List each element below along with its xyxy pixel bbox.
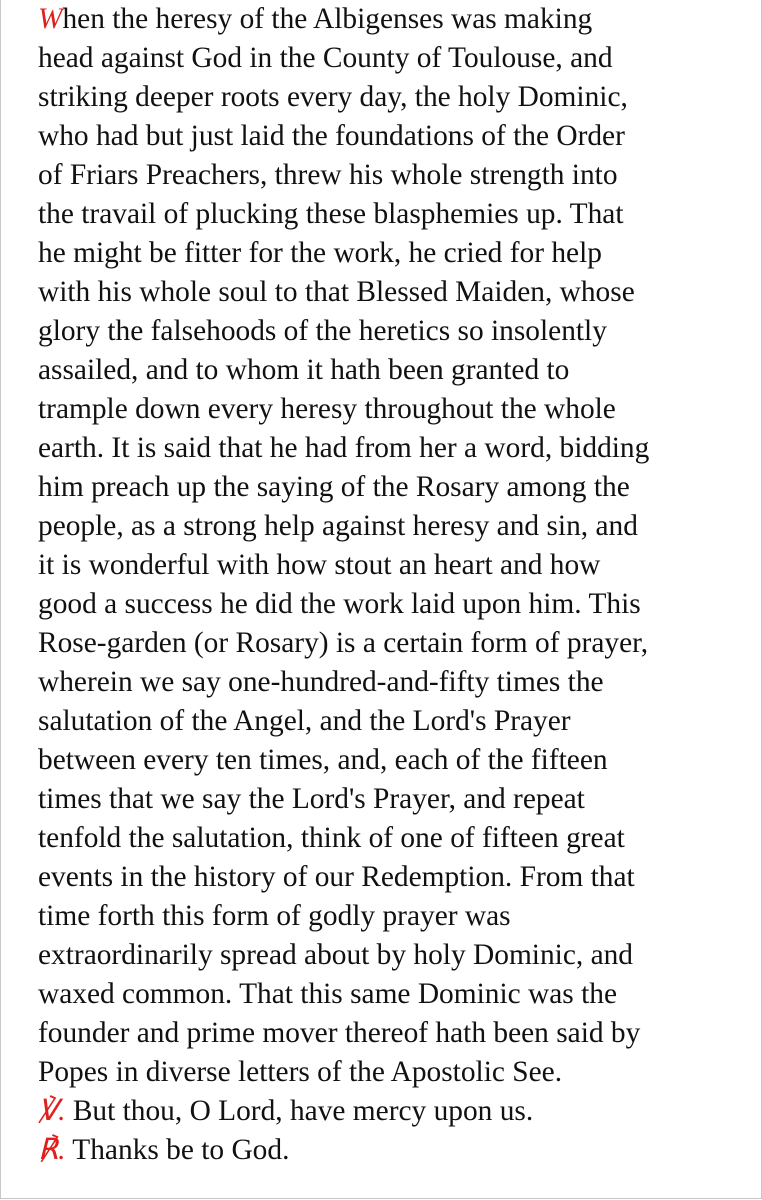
lesson-line-text: hen the heresy of the Albigenses was making bbox=[62, 3, 593, 35]
lesson-line: people, as a strong help against heresy and sin, and bbox=[38, 510, 638, 542]
lesson-line: times that we say the Lord's Prayer, and repeat bbox=[38, 783, 585, 815]
versicle-symbol: ℣. bbox=[38, 1095, 66, 1127]
lesson-line: waxed common. That this same Dominic was the bbox=[38, 978, 617, 1010]
drop-initial: W bbox=[38, 3, 63, 35]
lesson-line: trample down every heresy throughout the whole bbox=[38, 393, 616, 425]
lesson-line: events in the history of our Redemption. From that bbox=[38, 861, 635, 893]
lesson-line: time forth this form of godly prayer was bbox=[38, 900, 511, 932]
lesson-line: it is wonderful with how stout an heart and how bbox=[38, 549, 601, 581]
lesson-line: earth. It is said that he had from her a word, bidding bbox=[38, 432, 650, 464]
lesson-line: extraordinarily spread about by holy Dominic, and bbox=[38, 939, 634, 971]
lesson-line: him preach up the saying of the Rosary among the bbox=[38, 471, 630, 503]
lesson-line: good a success he did the work laid upon him. This bbox=[38, 588, 641, 620]
response-text: Thanks be to God. bbox=[65, 1134, 290, 1166]
lesson-line: glory the falsehoods of the heretics so insolently bbox=[38, 315, 607, 347]
lesson-line: salutation of the Angel, and the Lord's Prayer bbox=[38, 705, 571, 737]
lesson-line: Rose-garden (or Rosary) is a certain form of prayer, bbox=[38, 627, 649, 659]
lesson-line: who had but just laid the foundations of the Order bbox=[38, 120, 625, 152]
lesson-line: Popes in diverse letters of the Apostolic See. bbox=[38, 1056, 563, 1088]
response-symbol: ℟. bbox=[38, 1134, 66, 1166]
lesson-line: assailed, and to whom it hath been granted to bbox=[38, 354, 570, 386]
lesson-line: wherein we say one-hundred-and-fifty times the bbox=[38, 666, 604, 698]
lesson-line: striking deeper roots every day, the holy Dominic, bbox=[38, 81, 628, 113]
lesson-line: between every ten times, and, each of the fifteen bbox=[38, 744, 608, 776]
lesson-line: he might be fitter for the work, he cried for help bbox=[38, 237, 602, 269]
lesson-line: head against God in the County of Toulouse, and bbox=[38, 42, 613, 74]
response-line bbox=[38, 1131, 750, 1170]
reading-text bbox=[38, 0, 750, 1170]
versicle-text: But thou, O Lord, have mercy upon us. bbox=[65, 1095, 534, 1127]
versicle-line bbox=[38, 1092, 750, 1131]
lesson-line: with his whole soul to that Blessed Maiden, whose bbox=[38, 276, 635, 308]
lesson-line: of Friars Preachers, threw his whole strength into bbox=[38, 159, 618, 191]
lesson-line: founder and prime mover thereof hath been said by bbox=[38, 1017, 641, 1049]
lesson-line: the travail of plucking these blasphemies up. That bbox=[38, 198, 624, 230]
lesson-line: tenfold the salutation, think of one of fifteen great bbox=[38, 822, 625, 854]
lesson-line bbox=[38, 0, 750, 39]
